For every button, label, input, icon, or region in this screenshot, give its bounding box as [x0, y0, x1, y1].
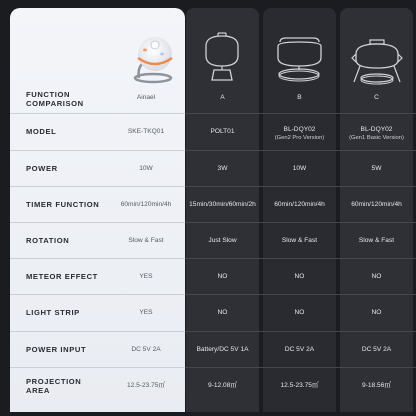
light-strip-a: NO — [217, 309, 228, 316]
header-a: A — [220, 94, 225, 101]
power-input-ainael: DC 5V 2A — [131, 346, 161, 353]
power-input-b: DC 5V 2A — [284, 346, 315, 353]
model-c: BL-DQY02 (Gen1 Basic Version) — [349, 126, 404, 141]
puck-projector-icon — [272, 32, 327, 88]
model-ainael: SKE-TKQ01 — [127, 128, 165, 135]
model-a: POLT01 — [210, 128, 235, 135]
light-strip-ainael: YES — [139, 309, 153, 316]
row-label-power: POWER — [26, 164, 58, 173]
row-label-projection-area: PROJECTION AREA — [26, 377, 82, 395]
lantern-projector-icon — [348, 32, 406, 88]
dome-projector-icon — [125, 30, 181, 86]
meteor-c: NO — [371, 273, 382, 280]
power-b: 10W — [292, 165, 307, 172]
timer-b: 60min/120min/4h — [274, 201, 325, 208]
power-c: 5W — [371, 165, 382, 172]
power-input-c: DC 5V 2A — [361, 346, 392, 353]
power-ainael: 10W — [139, 165, 153, 172]
header-ainael: Ainael — [136, 94, 156, 101]
timer-ainael: 60min/120min/4h — [120, 201, 172, 208]
globe-projector-icon — [196, 30, 248, 88]
rotation-c: Slow & Fast — [358, 237, 395, 244]
timer-c: 60min/120min/4h — [351, 201, 402, 208]
row-divider — [10, 331, 416, 332]
header-c: C — [374, 94, 379, 101]
meteor-ainael: YES — [139, 273, 153, 280]
row-divider — [10, 367, 416, 368]
row-divider — [10, 258, 416, 259]
row-divider — [10, 294, 416, 295]
row-divider — [10, 113, 416, 114]
projection-area-a: 9-12.08㎡ — [208, 382, 237, 389]
projection-area-ainael: 12.5-23.75㎡ — [126, 382, 166, 389]
projection-area-b: 12.5-23.75㎡ — [280, 382, 319, 389]
meteor-b: NO — [294, 273, 305, 280]
power-input-a: Battery/DC 5V 1A — [196, 346, 249, 353]
power-a: 3W — [217, 165, 228, 172]
row-label-power-input: POWER INPUT — [26, 345, 87, 354]
rotation-ainael: Slow & Fast — [128, 237, 164, 244]
timer-a: 15min/30min/60min/2h — [189, 201, 256, 208]
row-label-model: MODEL — [26, 127, 57, 136]
light-strip-c: NO — [371, 309, 382, 316]
meteor-a: NO — [217, 273, 228, 280]
projection-area-c: 9-18.56㎡ — [362, 382, 391, 389]
row-divider — [10, 150, 416, 151]
header-label: FUNCTION COMPARISON — [26, 90, 84, 108]
row-divider — [10, 222, 416, 223]
rotation-b: Slow & Fast — [281, 237, 318, 244]
rotation-a: Just Slow — [208, 237, 237, 244]
model-b: BL-DQY02 (Gen2 Pro Version) — [274, 126, 325, 141]
row-label-light-strip: LIGHT STRIP — [26, 308, 80, 317]
light-strip-b: NO — [294, 309, 305, 316]
row-label-meteor: METEOR EFFECT — [26, 272, 98, 281]
header-b: B — [297, 94, 302, 101]
row-label-timer: TIMER FUNCTION — [26, 200, 100, 209]
row-label-rotation: ROTATION — [26, 236, 70, 245]
row-divider — [10, 186, 416, 187]
